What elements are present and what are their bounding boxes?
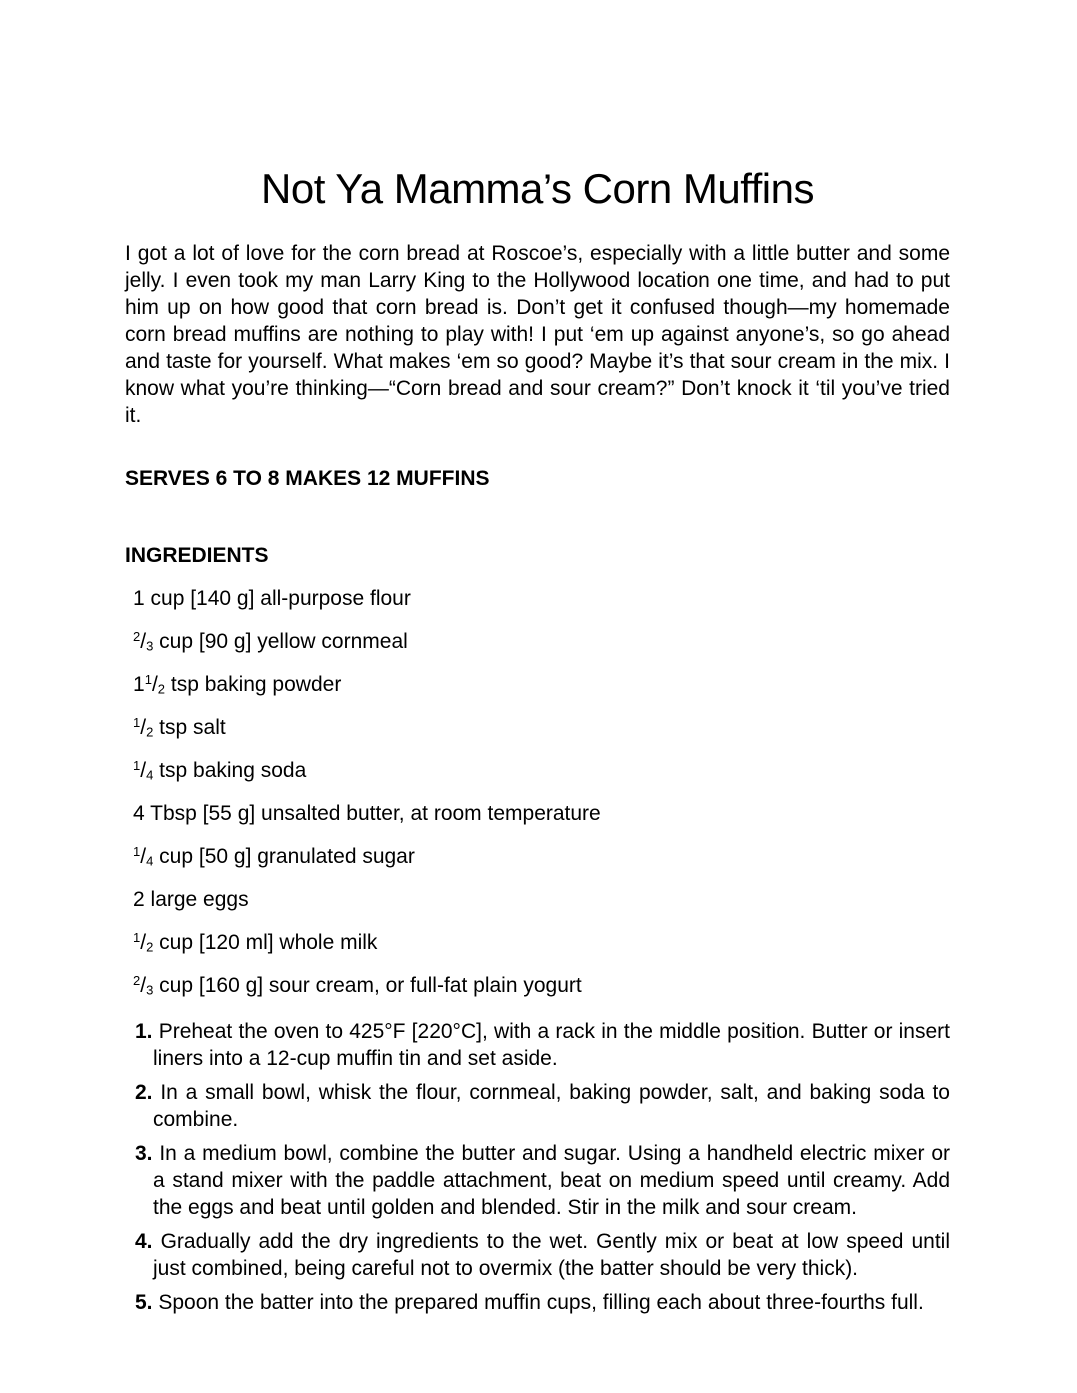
step-text: In a medium bowl, combine the butter and sugar. Using a handheld electric mixer or a stand mixer with the paddle attachment, beat on medium speed until creamy. Add the eggs and beat until golden and blended. Stir in the milk and sour cream. — [153, 1142, 950, 1220]
fraction-numerator: 2 — [133, 973, 141, 989]
ingredient-text: large eggs — [144, 888, 249, 912]
fraction-denominator: 2 — [146, 939, 154, 955]
step-text: Gradually add the dry ingredients to the wet. Gently mix or beat at low speed until just combined, being careful not to overmix (the batter should be very thick). — [153, 1230, 950, 1281]
ingredient-text: Tbsp [55 g] unsalted butter, at room temperature — [144, 802, 601, 826]
ingredient-fraction — [133, 931, 153, 954]
fraction-denominator: 2 — [146, 724, 154, 740]
ingredient-item — [133, 929, 950, 956]
ingredient-item — [133, 972, 950, 999]
fraction-denominator: 4 — [146, 767, 154, 783]
ingredient-item — [133, 714, 950, 741]
fraction-numerator: 1 — [133, 758, 141, 774]
ingredient-whole-number: 1 — [133, 673, 145, 697]
fraction-denominator: 4 — [146, 853, 154, 869]
step-number: 2. — [135, 1081, 153, 1105]
ingredient-item — [133, 800, 950, 827]
ingredient-fraction — [133, 716, 153, 739]
ingredient-text: cup [50 g] granulated sugar — [153, 845, 415, 869]
ingredients-list — [133, 585, 950, 999]
fraction-denominator: 3 — [146, 638, 154, 654]
ingredient-text: cup [90 g] yellow cornmeal — [153, 630, 408, 654]
step-text: Spoon the batter into the prepared muffin cups, filling each about three-fourths full. — [158, 1291, 924, 1315]
fraction-slash: / — [140, 759, 147, 783]
instruction-step — [135, 1018, 950, 1072]
ingredient-item — [133, 585, 950, 612]
ingredients-heading: INGREDIENTS — [125, 544, 269, 568]
fraction-slash: / — [140, 931, 147, 955]
step-number: 5. — [135, 1291, 153, 1315]
ingredient-text: tsp salt — [153, 716, 226, 740]
ingredient-text: cup [140 g] all-purpose flour — [144, 587, 411, 611]
fraction-numerator: 1 — [133, 715, 141, 731]
fraction-numerator: 1 — [144, 672, 152, 688]
fraction-slash: / — [140, 716, 147, 740]
step-text: Preheat the oven to 425°F [220°C], with a rack in the middle position. Butter or insert liners into a 12-cup muffin tin and set aside. — [153, 1020, 950, 1071]
ingredient-text: cup [160 g] sour cream, or full-fat plain yogurt — [153, 974, 582, 998]
ingredient-whole-number: 1 — [133, 587, 145, 611]
ingredient-fraction — [133, 759, 153, 782]
ingredient-fraction — [133, 845, 153, 868]
fraction-slash: / — [140, 845, 147, 869]
ingredient-whole-number: 4 — [133, 802, 145, 826]
step-number: 3. — [135, 1142, 153, 1166]
instruction-step — [135, 1079, 950, 1133]
ingredient-fraction — [133, 630, 153, 653]
ingredient-item — [133, 843, 950, 870]
instructions-list — [135, 1018, 950, 1316]
ingredient-whole-number: 2 — [133, 888, 145, 912]
step-text: In a small bowl, whisk the flour, cornmeal, baking powder, salt, and baking soda to combine. — [153, 1081, 950, 1132]
ingredient-text: tsp baking soda — [153, 759, 307, 783]
instruction-step — [135, 1228, 950, 1282]
intro-paragraph: I got a lot of love for the corn bread at Roscoe’s, especially with a little butter and some jelly. I even took my man Larry King to the Hollywood location one time, and had to put him up on how good that corn bread is. Don’t get it confused though—my homemade corn bread muffins are nothing to play with! I put ‘em up against anyone’s, so go ahead and taste for yourself. What makes ‘em so good? Maybe it’s that sour cream in the mix. I know what you’re thinking—“Corn bread and sour cream?” Don’t knock it ‘til you’ve tried it. — [125, 242, 950, 428]
recipe-title: Not Ya Mamma’s Corn Muffins — [261, 165, 814, 212]
step-number: 4. — [135, 1230, 153, 1254]
ingredient-text: tsp baking powder — [165, 673, 342, 697]
fraction-denominator: 2 — [157, 681, 166, 697]
fraction-numerator: 2 — [133, 629, 141, 645]
fraction-slash: / — [151, 673, 158, 697]
ingredient-item — [133, 628, 950, 655]
ingredient-fraction — [145, 673, 165, 696]
ingredient-item — [133, 757, 950, 784]
ingredient-item — [133, 671, 950, 698]
step-number: 1. — [135, 1020, 153, 1044]
fraction-denominator: 3 — [146, 982, 154, 998]
instruction-step — [135, 1289, 950, 1316]
fraction-numerator: 1 — [133, 930, 141, 946]
serves-heading: SERVES 6 TO 8 MAKES 12 MUFFINS — [125, 467, 490, 491]
ingredient-fraction — [133, 974, 153, 997]
ingredient-item — [133, 886, 950, 913]
fraction-numerator: 1 — [133, 844, 141, 860]
fraction-slash: / — [140, 630, 147, 654]
fraction-slash: / — [140, 974, 147, 998]
instruction-step — [135, 1140, 950, 1221]
ingredient-text: cup [120 ml] whole milk — [153, 931, 378, 955]
